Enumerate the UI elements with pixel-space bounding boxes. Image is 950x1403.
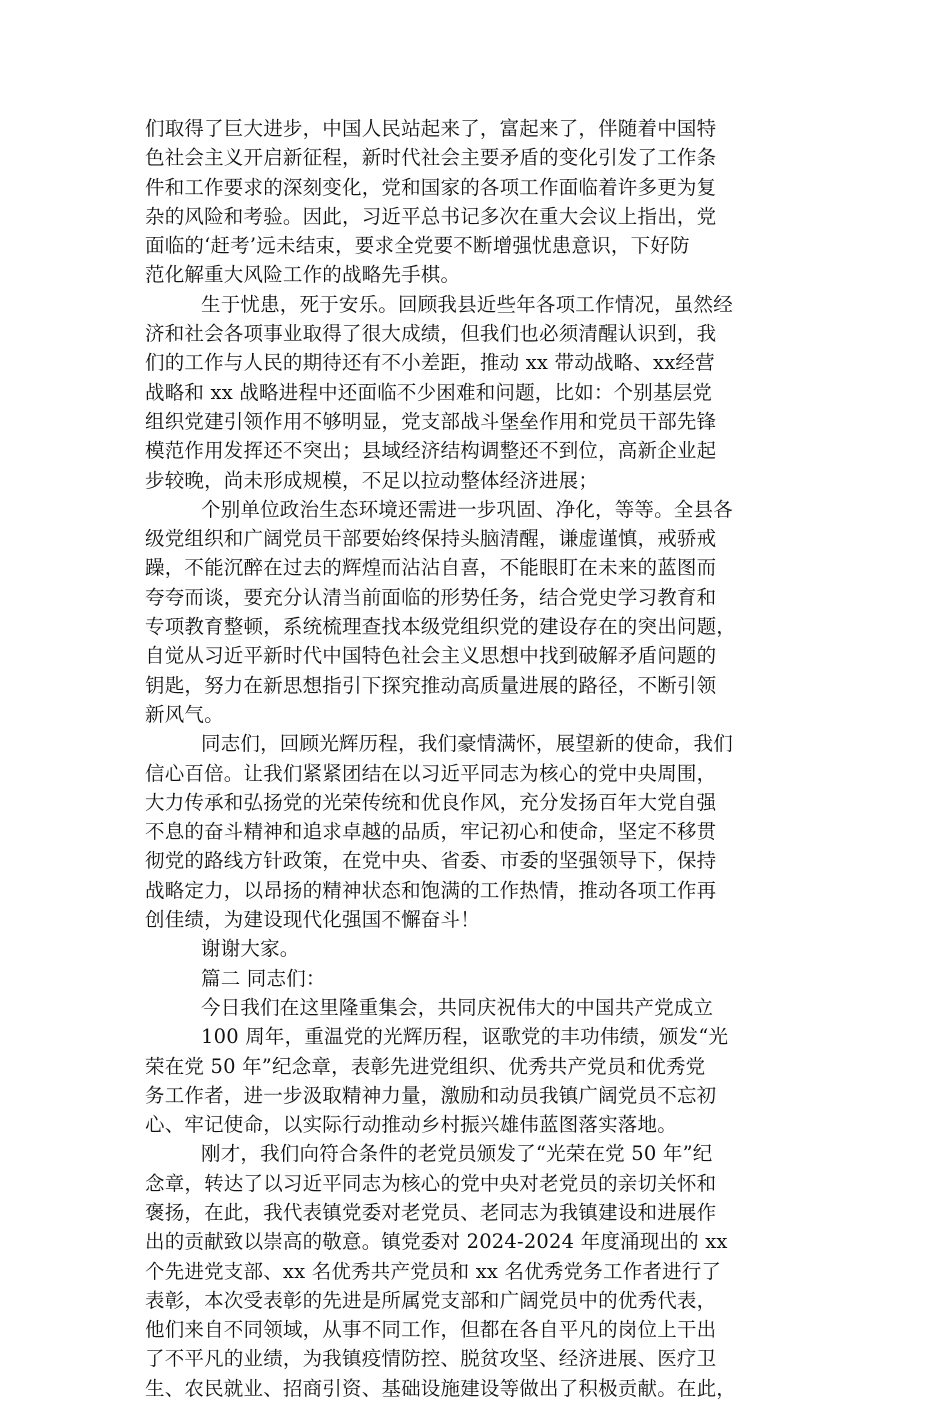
text-line: 他们来自不同领域，从事不同工作，但都在各自平凡的岗位上干出 [145, 1318, 717, 1342]
text-line: 战略定力，以昂扬的精神状态和饱满的工作热情，推动各项工作再 [145, 878, 717, 902]
text-line: 钥匙，努力在新思想指引下探究推动高质量进展的路径，不断引领 [145, 673, 717, 697]
text-line: 了不平凡的业绩，为我镇疫情防控、脱贫攻坚、经济进展、医疗卫 [145, 1347, 717, 1371]
text-line: 专项教育整顿，系统梳理查找本级党组织党的建设存在的突出问题， [145, 615, 737, 639]
text-line: 大力传承和弘扬党的光荣传统和优良作风，充分发扬百年大党自强 [145, 790, 717, 814]
text-line: 生、农民就业、招商引资、基础设施建设等做出了积极贡献。在此， [145, 1376, 737, 1400]
text-line: 彻党的路线方针政策，在党中央、省委、市委的坚强领导下，保持 [145, 849, 717, 873]
text-line: 步较晚，尚未形成规模，不足以拉动整体经济进展； [145, 468, 599, 492]
text-line: 色社会主义开启新征程，新时代社会主要矛盾的变化引发了工作条 [145, 146, 717, 170]
text-line: 躁，不能沉醉在过去的辉煌而沾沾自喜，不能眼盯在未来的蓝图而 [145, 556, 717, 580]
text-line: 心、牢记使命，以实际行动推动乡村振兴雄伟蓝图落实落地。 [145, 1113, 677, 1137]
text-line: 今日我们在这里隆重集会，共同庆祝伟大的中国共产党成立 [201, 995, 714, 1019]
text-line: 杂的风险和考验。因此，习近平总书记多次在重大会议上指出，党 [145, 204, 717, 228]
text-line: 个别单位政治生态环境还需进一步巩固、净化，等等。全县各 [201, 497, 733, 521]
text-line: 个先进党支部、xx 名优秀共产党员和 xx 名优秀党务工作者进行了 [145, 1259, 722, 1283]
text-line: 件和工作要求的深刻变化，党和国家的各项工作面临着许多更为复 [145, 175, 717, 199]
text-line: 济和社会各项事业取得了很大成绩，但我们也必须清醒认识到，我 [145, 322, 717, 346]
text-line: 组织党建引领作用不够明显，党支部战斗堡垒作用和党员干部先锋 [145, 409, 717, 433]
text-line: 们取得了巨大进步，中国人民站起来了，富起来了，伴随着中国特 [145, 117, 717, 140]
text-line: 刚才，我们向符合条件的老党员颁发了“光荣在党 50 年”纪 [201, 1142, 713, 1166]
text-line: 同志们，回顾光辉历程，我们豪情满怀，展望新的使命，我们 [201, 732, 733, 756]
text-line: 新风气。 [145, 702, 224, 726]
text-line: 荣在党 50 年”纪念章，表彰先进党组织、优秀共产党员和优秀党 [145, 1054, 706, 1078]
text-line: 务工作者，进一步汲取精神力量，激励和动员我镇广阔党员不忘初 [145, 1083, 717, 1107]
text-line: 出的贡献致以崇高的敬意。镇党委对 2024-2024 年度涌现出的 xx [145, 1230, 728, 1254]
text-line: 生于忧患，死于安乐。回顾我县近些年各项工作情况，虽然经 [201, 292, 733, 316]
text-line: 100 周年，重温党的光辉历程，讴歌党的丰功伟绩，颁发“光 [201, 1025, 729, 1049]
text-line: 褒扬，在此，我代表镇党委对老党员、老同志为我镇建设和进展作 [145, 1200, 717, 1224]
text-line: 篇二 同志们： [201, 966, 326, 990]
text-line: 模范作用发挥还不突出；县域经济结构调整还不到位，高新企业起 [145, 439, 717, 463]
text-line: 表彰，本次受表彰的先进是所属党支部和广阔党员中的优秀代表， [145, 1288, 717, 1312]
document-body [145, 114, 825, 1403]
text-line: 念章，转达了以习近平同志为核心的党中央对老党员的亲切关怀和 [145, 1171, 717, 1195]
text-line: 夸夸而谈，要充分认清当前面临的形势任务，结合党史学习教育和 [145, 585, 717, 609]
text-line: 创佳绩，为建设现代化强国不懈奋斗！ [145, 908, 480, 932]
text-line: 自觉从习近平新时代中国特色社会主义思想中找到破解矛盾问题的 [145, 644, 717, 668]
text-line: 们的工作与人民的期待还有不小差距，推动 xx 带动战略、xx经营 [145, 351, 715, 375]
text-line: 战略和 xx 战略进程中还面临不少困难和问题，比如：个别基层党 [145, 380, 713, 404]
text-line: 面临的‘赶考’远未结束，要求全党要不断增强忧患意识，下好防 [145, 234, 690, 258]
text-line: 级党组织和广阔党员干部要始终保持头脑清醒，谦虚谨慎，戒骄戒 [145, 527, 717, 551]
text-line: 不息的奋斗精神和追求卓越的品质，牢记初心和使命，坚定不移贯 [145, 820, 717, 844]
text-line: 信心百倍。让我们紧紧团结在以习近平同志为核心的党中央周围， [145, 761, 717, 785]
text-line: 谢谢大家。 [201, 937, 300, 961]
text-line: 范化解重大风险工作的战略先手棋。 [145, 263, 461, 287]
